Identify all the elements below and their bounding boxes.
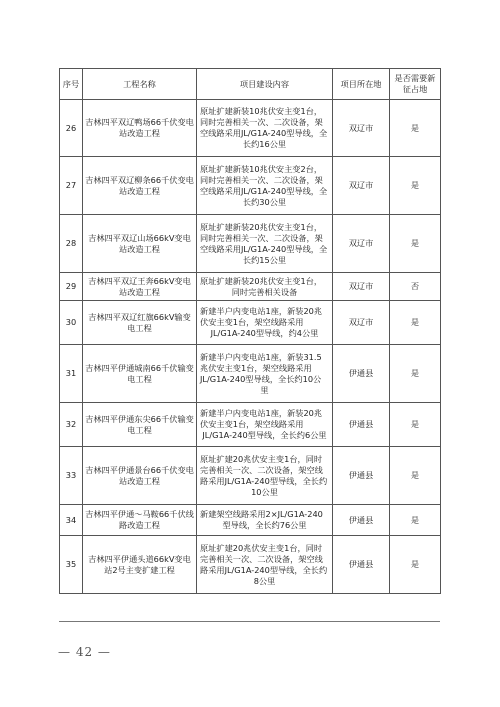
row-content: 原址扩建新装20兆伏安主变1台，同时完善相关设备 bbox=[197, 273, 333, 301]
row-location: 双辽市 bbox=[333, 157, 390, 215]
row-new-land: 是 bbox=[390, 447, 441, 505]
row-index: 32 bbox=[60, 403, 83, 447]
table-row bbox=[60, 215, 441, 273]
header-location: 项目所在地 bbox=[333, 69, 390, 100]
row-new-land: 是 bbox=[390, 100, 441, 157]
row-location: 伊通县 bbox=[333, 447, 390, 505]
table-row bbox=[60, 301, 441, 345]
header-new-land: 是否需要新征占地 bbox=[390, 69, 441, 100]
row-project-name: 吉林四平伊通头道66kV变电站2号主变扩建工程 bbox=[83, 536, 197, 594]
project-table bbox=[59, 68, 441, 594]
row-content: 原址扩建新装10兆伏安主变2台，同时完善相关一次、二次设备，架空线路采用JL/G1A-240型导线，全长约30公里 bbox=[197, 157, 333, 215]
row-project-name: 吉林四平双辽山场66kV变电站改造工程 bbox=[83, 215, 197, 273]
row-index: 29 bbox=[60, 273, 83, 301]
row-project-name: 吉林四平伊通～马鞍66千伏线路改造工程 bbox=[83, 505, 197, 536]
row-new-land: 是 bbox=[390, 301, 441, 345]
row-index: 26 bbox=[60, 100, 83, 157]
row-location: 双辽市 bbox=[333, 273, 390, 301]
row-new-land: 是 bbox=[390, 536, 441, 594]
row-new-land: 否 bbox=[390, 273, 441, 301]
row-new-land: 是 bbox=[390, 403, 441, 447]
row-index: 27 bbox=[60, 157, 83, 215]
row-new-land: 是 bbox=[390, 345, 441, 403]
page-number: — 42 — bbox=[58, 645, 111, 659]
row-location: 双辽市 bbox=[333, 100, 390, 157]
row-content: 新建架空线路采用2×JL/G1A-240型导线，全长约76公里 bbox=[197, 505, 333, 536]
table-row bbox=[60, 505, 441, 536]
row-project-name: 吉林四平双辽鸭场66千伏变电站改造工程 bbox=[83, 100, 197, 157]
header-name: 工程名称 bbox=[83, 69, 197, 100]
row-content: 新建半户内变电站1座，新装20兆伏安主变1台，架空线路采用JL/G1A-240型导线，全长约6公里 bbox=[197, 403, 333, 447]
row-location: 双辽市 bbox=[333, 215, 390, 273]
row-location: 双辽市 bbox=[333, 301, 390, 345]
header-index: 序号 bbox=[60, 69, 83, 100]
row-content: 原址扩建新装10兆伏安主变1台，同时完善相关一次、二次设备，架空线路采用JL/G1A-240型导线，全长约16公里 bbox=[197, 100, 333, 157]
row-project-name: 吉林四平伊通东尖66千伏输变电工程 bbox=[83, 403, 197, 447]
row-index: 33 bbox=[60, 447, 83, 505]
row-content: 原址扩建新装20兆伏安主变1台，同时完善相关一次、二次设备，架空线路采用JL/G1A-240型导线，全长约15公里 bbox=[197, 215, 333, 273]
table-row bbox=[60, 447, 441, 505]
row-content: 新建半户内变电站1座，新装20兆伏安主变1台，架空线路采用JL/G1A-240型导线，约4公里 bbox=[197, 301, 333, 345]
row-location: 伊通县 bbox=[333, 345, 390, 403]
row-location: 伊通县 bbox=[333, 536, 390, 594]
row-project-name: 吉林四平伊通景台66千伏变电站改造工程 bbox=[83, 447, 197, 505]
table-row bbox=[60, 345, 441, 403]
row-content: 原址扩建20兆伏安主变1台，同时完善相关一次、二次设备，架空线路采用JL/G1A-240型导线，全长约8公里 bbox=[197, 536, 333, 594]
table-row bbox=[60, 100, 441, 157]
row-project-name: 吉林四平双辽红旗66kV输变电工程 bbox=[83, 301, 197, 345]
row-index: 30 bbox=[60, 301, 83, 345]
row-project-name: 吉林四平伊通城南66千伏输变电工程 bbox=[83, 345, 197, 403]
table-header-row bbox=[60, 69, 441, 100]
header-content: 项目建设内容 bbox=[197, 69, 333, 100]
row-project-name: 吉林四平双辽王奔66kV变电站改造工程 bbox=[83, 273, 197, 301]
row-project-name: 吉林四平双辽柳条66千伏变电站改造工程 bbox=[83, 157, 197, 215]
row-new-land: 是 bbox=[390, 505, 441, 536]
row-new-land: 是 bbox=[390, 157, 441, 215]
row-content: 新建半户内变电站1座，新装31.5兆伏安主变1台，架空线路采用JL/G1A-240型导线，全长约10公里 bbox=[197, 345, 333, 403]
row-index: 35 bbox=[60, 536, 83, 594]
table-row bbox=[60, 273, 441, 301]
row-index: 34 bbox=[60, 505, 83, 536]
row-new-land: 是 bbox=[390, 215, 441, 273]
table-row bbox=[60, 157, 441, 215]
table-row bbox=[60, 403, 441, 447]
table-row bbox=[60, 536, 441, 594]
row-location: 伊通县 bbox=[333, 505, 390, 536]
footer-divider bbox=[59, 621, 440, 622]
row-content: 原址扩建20兆伏安主变1台，同时完善相关一次、二次设备，架空线路采用JL/G1A-240型导线，全长约10公里 bbox=[197, 447, 333, 505]
row-index: 28 bbox=[60, 215, 83, 273]
row-location: 伊通县 bbox=[333, 403, 390, 447]
row-index: 31 bbox=[60, 345, 83, 403]
